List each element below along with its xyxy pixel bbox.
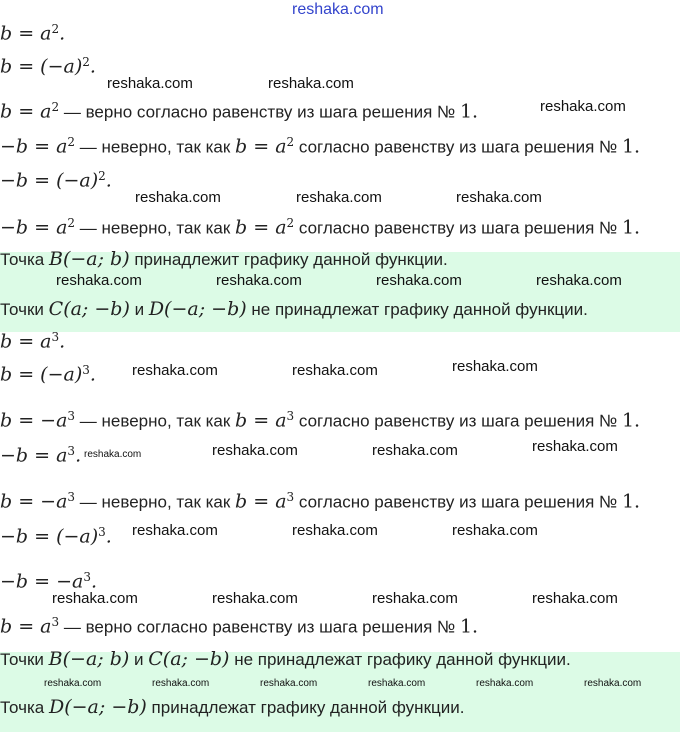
text-segment: принадлежит графику данной функции. [129, 250, 448, 269]
math-segment: 3 [83, 570, 91, 584]
solution-line [0, 405, 640, 433]
math-segment: −b = a [0, 135, 68, 158]
solution-line [0, 521, 112, 549]
math-segment: 3 [82, 363, 90, 377]
math-segment: −b = (−a) [0, 525, 99, 548]
text-segment: и [129, 650, 149, 669]
math-segment: b = a [0, 100, 52, 123]
math-segment: b = a [235, 135, 287, 158]
math-segment: . [59, 22, 66, 45]
watermark: reshaka.com [292, 522, 378, 539]
math-segment: . [59, 330, 66, 353]
math-segment: 2 [286, 135, 295, 149]
text-segment: согласно равенству из шага решения № [294, 218, 622, 238]
watermark: reshaka.com [260, 678, 318, 689]
math-segment: 1. [459, 615, 479, 638]
math-segment: B(−a; b) [48, 648, 130, 670]
math-segment: 3 [67, 444, 76, 458]
solution-line [0, 165, 112, 193]
solution-line [0, 486, 640, 514]
math-segment: 1. [621, 216, 641, 239]
watermark: reshaka.com [84, 449, 142, 460]
math-segment: b = −a [0, 490, 68, 513]
watermark: reshaka.com [56, 272, 142, 289]
math-segment: . [89, 363, 96, 386]
text-segment: и [129, 300, 149, 319]
watermark: reshaka.com [44, 678, 102, 689]
text-segment: принадлежат графику данной функции. [146, 698, 465, 717]
watermark: reshaka.com [452, 358, 538, 375]
watermark: reshaka.com [216, 272, 302, 289]
math-segment: . [105, 169, 112, 192]
math-segment: 2 [286, 216, 295, 230]
math-segment: 2 [67, 216, 76, 230]
conclusion-line [0, 696, 464, 719]
text-segment: — верно согласно равенству из шага решения № [59, 617, 460, 637]
text-segment: согласно равенству из шага решения № [294, 411, 622, 431]
watermark: reshaka.com [132, 362, 218, 379]
math-segment: b = a [235, 490, 287, 513]
math-segment: 3 [51, 615, 60, 629]
watermark: reshaka.com [268, 75, 354, 92]
math-segment: 1. [621, 135, 641, 158]
watermark: reshaka.com [476, 678, 534, 689]
text-segment: Точки [0, 300, 49, 319]
math-segment: −b = (−a) [0, 169, 99, 192]
solution-line [0, 440, 81, 468]
watermark: reshaka.com [372, 590, 458, 607]
text-segment: согласно равенству из шага решения № [294, 137, 622, 157]
math-segment: b = a [0, 330, 52, 353]
text-segment: — верно согласно равенству из шага решения № [59, 102, 460, 122]
math-segment: 3 [286, 409, 295, 423]
solution-line [0, 96, 478, 124]
math-segment: 2 [67, 135, 76, 149]
math-segment: B(−a; b) [48, 248, 130, 270]
math-segment: . [75, 444, 82, 467]
watermark: reshaka.com [532, 438, 618, 455]
watermark: reshaka.com [456, 189, 542, 206]
watermark: reshaka.com [452, 522, 538, 539]
math-segment: C(a; −b) [148, 648, 230, 670]
math-segment: −b = −a [0, 570, 84, 593]
math-segment: D(−a; −b) [48, 696, 147, 718]
text-segment: Точки [0, 650, 49, 669]
math-segment: b = a [235, 216, 287, 239]
solution-line [0, 212, 640, 240]
watermark: reshaka.com [107, 75, 193, 92]
math-segment: −b = a [0, 444, 68, 467]
solution-line [0, 18, 65, 46]
math-segment: 1. [621, 409, 641, 432]
math-segment: b = a [235, 409, 287, 432]
math-segment: 1. [459, 100, 479, 123]
watermark: reshaka.com [292, 362, 378, 379]
conclusion-line [0, 298, 588, 321]
math-segment: 2 [51, 100, 60, 114]
math-segment: 3 [286, 490, 295, 504]
text-segment: — неверно, так как [75, 492, 236, 512]
text-segment: не принадлежат графику данной функции. [246, 300, 588, 319]
watermark: reshaka.com [296, 189, 382, 206]
math-segment: D(−a; −b) [148, 298, 247, 320]
solution-line [0, 359, 96, 387]
math-segment: . [89, 55, 96, 78]
math-segment: 1. [621, 490, 641, 513]
watermark: reshaka.com [212, 442, 298, 459]
text-segment: — неверно, так как [75, 411, 236, 431]
watermark: reshaka.com [135, 189, 221, 206]
watermark: reshaka.com [152, 678, 210, 689]
math-segment: b = −a [0, 409, 68, 432]
math-segment: . [90, 570, 98, 593]
solution-line [0, 611, 478, 639]
math-segment: 3 [51, 330, 60, 344]
watermark: reshaka.com [536, 272, 622, 289]
math-segment: b = (−a) [0, 363, 83, 386]
watermark: reshaka.com [132, 522, 218, 539]
solution-line [0, 326, 65, 354]
watermark: reshaka.com [584, 678, 642, 689]
conclusion-line [0, 248, 448, 271]
math-segment: . [105, 525, 112, 548]
math-segment: 2 [98, 169, 106, 183]
watermark: reshaka.com [368, 678, 426, 689]
text-segment: не принадлежат графику данной функции. [229, 650, 571, 669]
math-segment: 3 [98, 525, 106, 539]
solution-line [0, 51, 96, 79]
watermark: reshaka.com [52, 590, 138, 607]
math-segment: b = a [0, 22, 52, 45]
math-segment: b = (−a) [0, 55, 83, 78]
text-segment: — неверно, так как [75, 218, 236, 238]
text-segment: согласно равенству из шага решения № [294, 492, 622, 512]
math-segment: 3 [67, 409, 76, 423]
math-segment: 2 [51, 22, 60, 36]
site-link[interactable]: reshaka.com [292, 1, 384, 18]
text-segment: Точка [0, 698, 49, 717]
watermark: reshaka.com [540, 98, 626, 115]
math-segment: −b = a [0, 216, 68, 239]
solution-line [0, 131, 640, 159]
math-segment: b = a [0, 615, 52, 638]
watermark: reshaka.com [212, 590, 298, 607]
math-segment: 2 [82, 55, 90, 69]
math-segment: C(a; −b) [48, 298, 130, 320]
math-segment: 3 [67, 490, 76, 504]
watermark: reshaka.com [376, 272, 462, 289]
conclusion-line [0, 648, 571, 671]
watermark: reshaka.com [532, 590, 618, 607]
text-segment: Точка [0, 250, 49, 269]
watermark: reshaka.com [372, 442, 458, 459]
text-segment: — неверно, так как [75, 137, 236, 157]
